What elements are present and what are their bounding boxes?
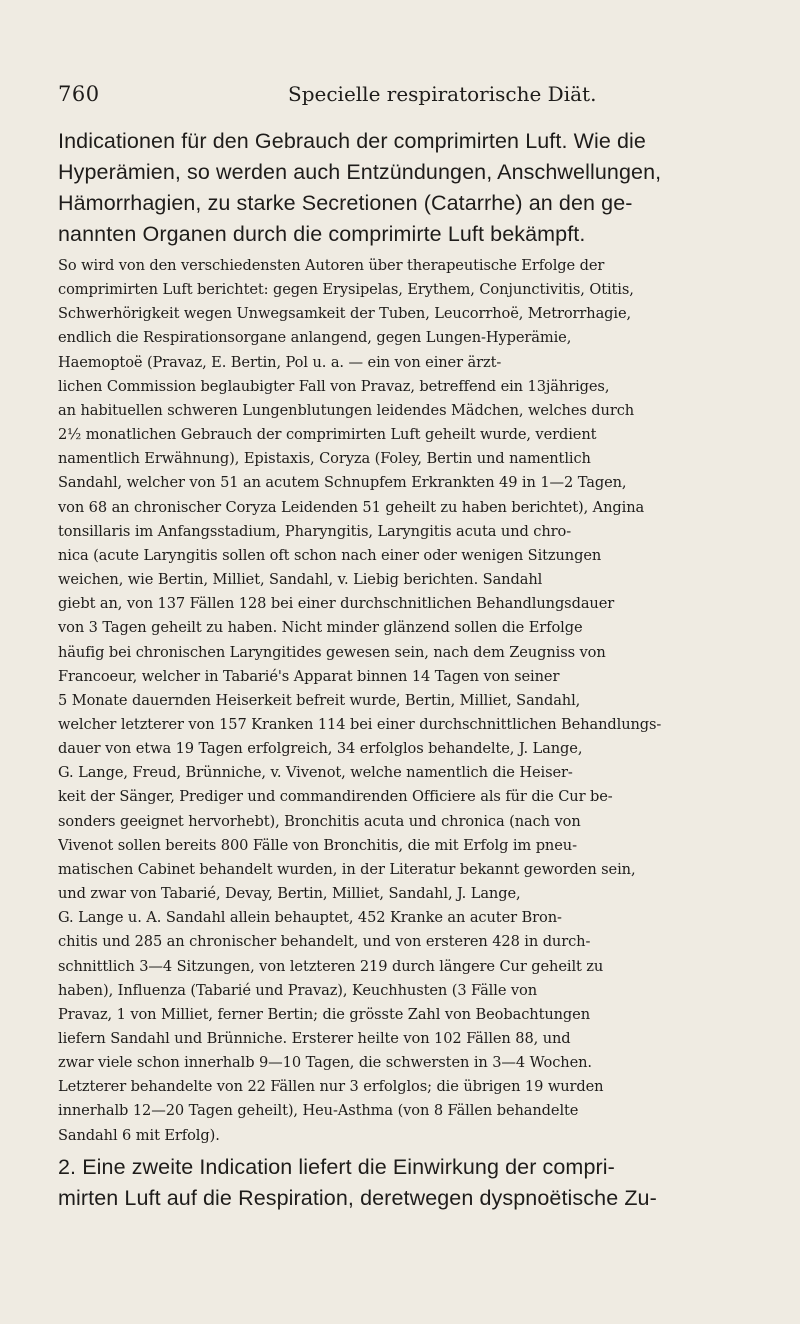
- text-line: Haemoptoë (Pravaz, E. Bertin, Pol u. a. — ein von einer ärzt-: [58, 353, 502, 371]
- text-line: an habituellen schweren Lungenblutungen leidendes Mädchen, welches durch: [58, 401, 635, 419]
- page-body: [58, 126, 750, 1214]
- intro-paragraph: [58, 126, 750, 250]
- running-head: [58, 82, 748, 106]
- text-line: Sandahl, welcher von 51 an acutem Schnupfem Erkrankten 49 in 1—2 Tagen,: [58, 474, 627, 492]
- text-line: Sandahl 6 mit Erfolg).: [58, 1126, 220, 1144]
- text-line: namentlich Erwähnung), Epistaxis, Coryza (Foley, Bertin und namentlich: [58, 450, 591, 468]
- text-line: schnittlich 3—4 Sitzungen, von letzteren 219 durch längere Cur geheilt zu: [58, 957, 604, 975]
- text-line: endlich die Respirationsorgane anlangend, gegen Lungen-Hyperämie,: [58, 329, 572, 347]
- text-line: Hämorrhagien, zu starke Secretionen (Catarrhe) an den ge-: [58, 191, 633, 215]
- text-line: haben), Influenza (Tabarié und Pravaz), Keuchhusten (3 Fälle von: [58, 981, 538, 999]
- text-line: keit der Sänger, Prediger und commandirenden Officiere als für die Cur be-: [58, 788, 613, 806]
- text-line: comprimirten Luft berichtet: gegen Erysipelas, Erythem, Conjunctivitis, Otitis,: [58, 281, 634, 299]
- text-line: matischen Cabinet behandelt wurden, in der Literatur bekannt geworden sein,: [58, 860, 636, 878]
- text-line: nannten Organen durch die comprimirte Luft bekämpft.: [58, 222, 586, 246]
- text-line: Letzterer behandelte von 22 Fällen nur 3 erfolglos; die übrigen 19 wurden: [58, 1078, 604, 1096]
- text-line: von 3 Tagen geheilt zu haben. Nicht minder glänzend sollen die Erfolge: [58, 619, 583, 637]
- text-line: sonders geeignet hervorhebt), Bronchitis acuta und chronica (nach von: [58, 812, 581, 830]
- text-line: nica (acute Laryngitis sollen oft schon nach einer oder wenigen Sitzungen: [58, 546, 602, 564]
- text-line: G. Lange u. A. Sandahl allein behauptet, 452 Kranke an acuter Bron-: [58, 909, 562, 927]
- text-line: und zwar von Tabarié, Devay, Bertin, Milliet, Sandahl, J. Lange,: [58, 885, 521, 903]
- text-line: mirten Luft auf die Respiration, deretwegen dyspnoëtische Zu-: [58, 1185, 657, 1210]
- small-print-paragraph: [58, 254, 750, 1148]
- text-line: Vivenot sollen bereits 800 Fälle von Bronchitis, die mit Erfolg im pneu-: [58, 836, 577, 854]
- text-line: innerhalb 12—20 Tagen geheilt), Heu-Asthma (von 8 Fällen behandelte: [58, 1102, 579, 1120]
- text-line: chitis und 285 an chronischer behandelt, und von ersteren 428 in durch-: [58, 933, 591, 951]
- text-line: Pravaz, 1 von Milliet, ferner Bertin; die grösste Zahl von Beobachtungen: [58, 1005, 591, 1023]
- text-line: Indicationen für den Gebrauch der comprimirten Luft. Wie die: [58, 129, 646, 153]
- text-line: G. Lange, Freud, Brünniche, v. Vivenot, welche namentlich die Heiser-: [58, 764, 573, 782]
- text-line: 2½ monatlichen Gebrauch der comprimirten Luft geheilt wurde, verdient: [58, 426, 597, 444]
- text-line: Hyperämien, so werden auch Entzündungen, Anschwellungen,: [58, 160, 662, 184]
- text-line: welcher letzterer von 157 Kranken 114 bei einer durchschnittlichen Behandlungs-: [58, 715, 662, 733]
- page-number: 760: [58, 82, 100, 106]
- text-line: von 68 an chronischer Coryza Leidenden 51 geheilt zu haben berichtet), Angina: [58, 498, 645, 516]
- text-line: 5 Monate dauernden Heiserkeit befreit wurde, Bertin, Milliet, Sandahl,: [58, 691, 581, 709]
- section-paragraph: [58, 1152, 750, 1214]
- text-line: lichen Commission beglaubigter Fall von Pravaz, betreffend ein 13jähriges,: [58, 377, 610, 395]
- text-line: dauer von etwa 19 Tagen erfolgreich, 34 erfolglos behandelte, J. Lange,: [58, 740, 583, 758]
- running-title: Specielle respiratorische Diät.: [288, 82, 597, 106]
- text-line: liefern Sandahl und Brünniche. Ersterer heilte von 102 Fällen 88, und: [58, 1030, 571, 1047]
- text-line: So wird von den verschiedensten Autoren über therapeutische Erfolge der: [58, 257, 605, 274]
- text-line: Schwerhörigkeit wegen Unwegsamkeit der Tuben, Leucorrhoë, Metrorrhagie,: [58, 305, 632, 323]
- text-line: Francoeur, welcher in Tabarié's Apparat binnen 14 Tagen von seiner: [58, 667, 560, 685]
- text-line: zwar viele schon innerhalb 9—10 Tagen, die schwersten in 3—4 Wochen.: [58, 1054, 592, 1072]
- text-line: 2. Eine zweite Indication liefert die Einwirkung der compri-: [58, 1154, 615, 1179]
- text-line: tonsillaris im Anfangsstadium, Pharyngitis, Laryngitis acuta und chro-: [58, 522, 572, 540]
- text-line: giebt an, von 137 Fällen 128 bei einer durchschnitlichen Behandlungsdauer: [58, 595, 615, 613]
- text-line: häufig bei chronischen Laryngitides gewesen sein, nach dem Zeugniss von: [58, 643, 606, 661]
- text-line: weichen, wie Bertin, Milliet, Sandahl, v. Liebig berichten. Sandahl: [58, 571, 543, 589]
